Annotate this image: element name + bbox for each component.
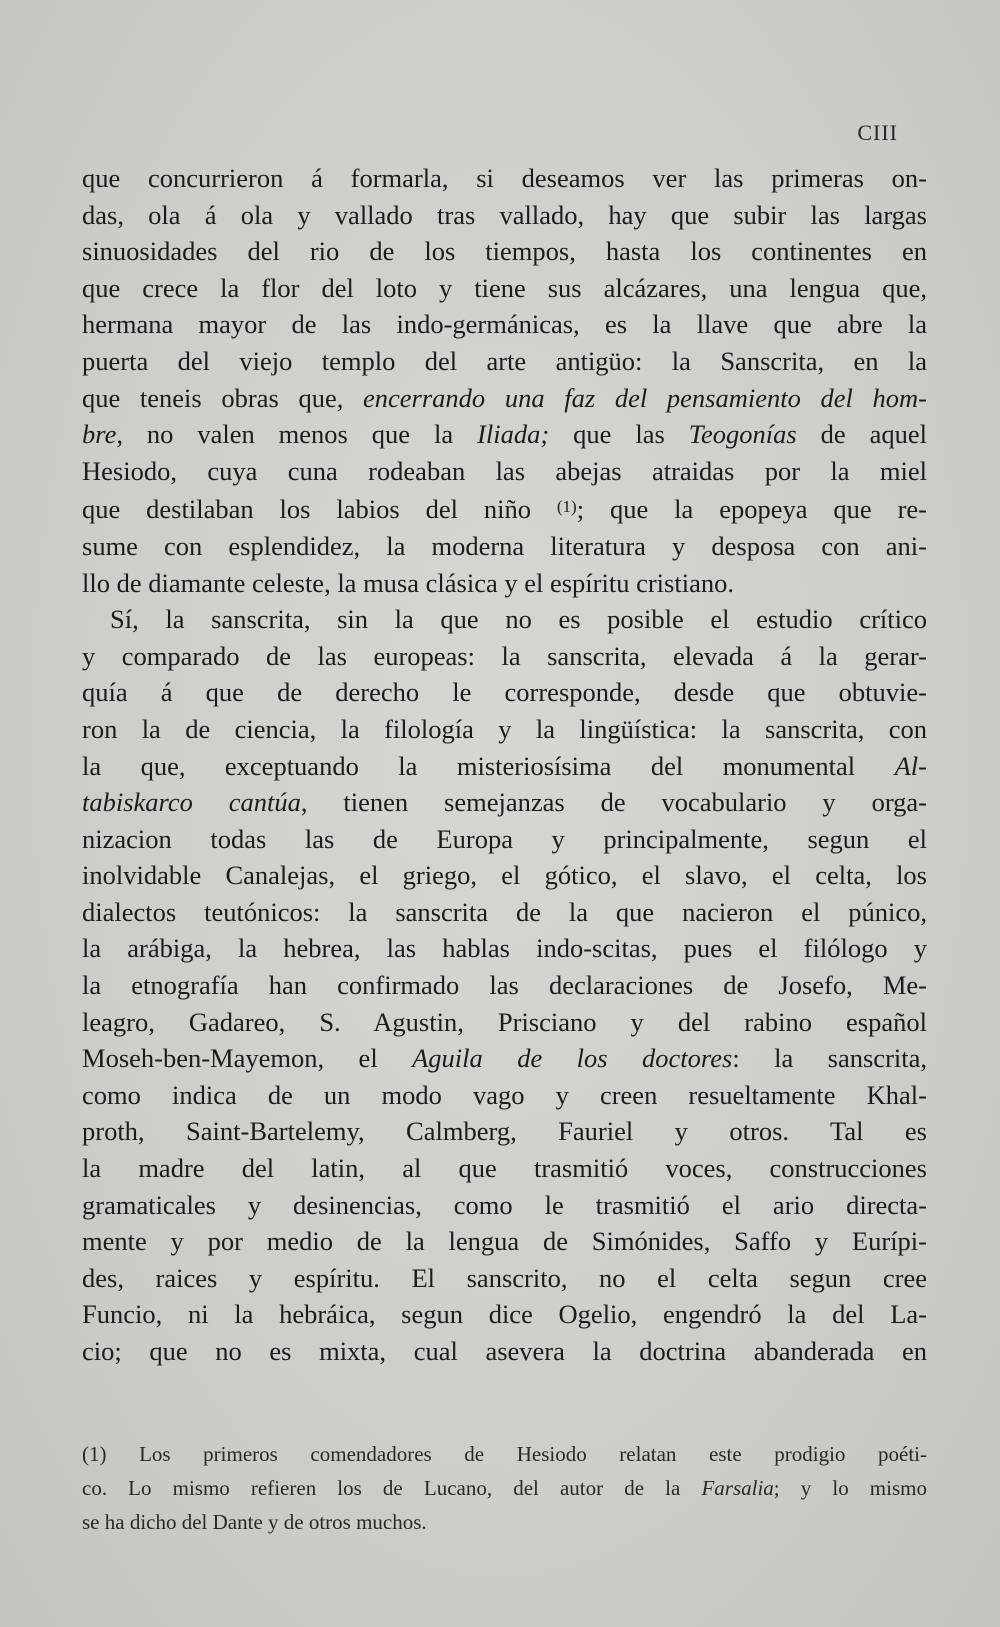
text-segment: y comparado de las europeas: la sanscrita, elevada á la gerar- — [82, 640, 927, 671]
footnote — [82, 1437, 927, 1539]
text-segment: sinuosidades del rio de los tiempos, hasta los continentes en — [82, 236, 927, 267]
italic-text: Aguila de los doctores — [412, 1043, 733, 1074]
footnote-line — [82, 1437, 927, 1471]
text-segment: : la sanscrita, — [732, 1043, 927, 1074]
text-segment: leagro, Gadareo, S. Agustin, Prisciano y del rabino español — [82, 1006, 927, 1037]
text-segment: mente y por medio de la lengua de Simónides, Saffo y Eurípi- — [82, 1226, 927, 1257]
text-segment: ; y lo mismo — [773, 1476, 927, 1500]
text-segment: inolvidable Canalejas, el griego, el gótico, el slavo, el celta, los — [82, 860, 927, 891]
text-segment: que las — [549, 419, 689, 450]
text-line — [82, 711, 927, 748]
text-line — [82, 930, 927, 967]
text-segment: cio; que no es mixta, cual asevera la doctrina abanderada en — [82, 1336, 927, 1366]
text-segment: dialectos teutónicos: la sanscrita de la que nacieron el púnico, — [82, 896, 927, 927]
text-line — [82, 1187, 927, 1224]
text-line — [82, 1040, 927, 1077]
text-line — [82, 638, 927, 675]
text-line — [82, 784, 927, 821]
text-line — [82, 453, 927, 490]
footnote-line — [82, 1471, 927, 1505]
text-segment: llo de diamante celeste, la musa clásica y el espíritu cristiano. — [82, 567, 734, 598]
text-segment: la etnografía han confirmado las declaraciones de Josefo, Me- — [82, 970, 927, 1001]
text-line — [82, 1296, 927, 1333]
text-segment: nizacion todas las de Europa y principalmente, segun el — [82, 823, 927, 854]
text-line — [82, 565, 927, 602]
text-line — [82, 1004, 927, 1041]
text-line — [82, 1260, 927, 1297]
italic-text: Al- — [894, 750, 927, 781]
text-line — [82, 1150, 927, 1187]
text-segment: , tienen semejanzas de vocabulario y orga- — [300, 787, 927, 818]
text-line — [82, 894, 927, 931]
text-segment: de aquel — [796, 419, 927, 450]
italic-text: Teogonías — [688, 419, 797, 450]
page-number: CIII — [857, 120, 898, 145]
text-line — [82, 306, 927, 343]
text-line — [82, 416, 927, 453]
text-segment: Moseh-ben-Mayemon, el — [82, 1043, 413, 1074]
text-segment: que teneis obras que, — [82, 382, 364, 413]
text-segment: Sí, la sanscrita, sin la que no es posible el estudio crítico — [110, 604, 927, 635]
text-line — [82, 857, 927, 894]
text-segment: Funcio, ni la hebráica, segun dice Ogelio, engendró la del La- — [82, 1299, 927, 1330]
text-line — [82, 674, 927, 711]
text-segment: que concurrieron á formarla, si deseamos ver las primeras on- — [82, 163, 927, 193]
text-line — [82, 1223, 927, 1260]
text-segment: se ha dicho del Dante y de otros muchos. — [82, 1510, 427, 1534]
text-line — [82, 489, 927, 528]
text-line — [82, 343, 927, 380]
text-segment: Hesiodo, cuya cuna rodeaban las abejas atraidas por la miel — [82, 455, 927, 486]
text-segment: gramaticales y desinencias, como le trasmitió el ario directa- — [82, 1189, 927, 1220]
text-segment: que crece la flor del loto y tiene sus alcázares, una lengua que, — [82, 272, 927, 303]
text-line — [82, 1113, 927, 1150]
text-segment: la madre del latin, al que trasmitió voces, construcciones — [82, 1153, 927, 1184]
body-text — [82, 160, 927, 1370]
text-segment: ron la de ciencia, la filología y la lingüística: la sanscrita, con — [82, 713, 927, 744]
text-line — [82, 160, 927, 197]
text-line — [82, 748, 927, 785]
text-line — [82, 821, 927, 858]
text-line — [82, 197, 927, 234]
text-segment: la arábiga, la hebrea, las hablas indo-scitas, pues el filólogo y — [82, 933, 927, 964]
text-line — [82, 967, 927, 1004]
text-segment: quía á que de derecho le corresponde, desde que obtuvie- — [82, 677, 927, 708]
text-segment: hermana mayor de las indo-germánicas, es la llave que abre la — [82, 309, 927, 340]
italic-text: bre — [82, 419, 117, 450]
text-segment: (1) Los primeros comendadores de Hesiodo relatan este prodigio poéti- — [82, 1442, 927, 1466]
italic-text: Farsalia — [701, 1476, 774, 1500]
text-line — [82, 233, 927, 270]
text-segment: co. Lo mismo refieren los de Lucano, del autor de la — [82, 1476, 702, 1500]
italic-text: tabiskarco cantúa — [82, 787, 301, 818]
text-line — [82, 1333, 927, 1370]
text-segment: ; que la epopeya que re- — [576, 494, 927, 525]
text-segment: , no valen menos que la — [116, 419, 478, 450]
text-line — [82, 601, 927, 638]
text-line — [82, 270, 927, 307]
text-segment: proth, Saint-Bartelemy, Calmberg, Fauriel y otros. Tal es — [82, 1116, 927, 1147]
text-line — [82, 1077, 927, 1114]
footnote-line — [82, 1505, 927, 1539]
text-segment: puerta del viejo templo del arte antigüo: la Sanscrita, en la — [82, 345, 927, 376]
text-segment: sume con esplendidez, la moderna literatura y desposa con ani- — [82, 530, 927, 561]
text-segment: das, ola á ola y vallado tras vallado, hay que subir las largas — [82, 199, 927, 230]
text-line — [82, 380, 927, 417]
text-segment: des, raices y espíritu. El sanscrito, no el celta segun cree — [82, 1262, 927, 1293]
text-segment: que destilaban los labios del niño — [82, 494, 557, 525]
italic-text: Iliada; — [477, 419, 550, 450]
text-segment: como indica de un modo vago y creen resueltamente Khal- — [82, 1079, 927, 1110]
text-segment: la que, exceptuando la misteriosísima del monumental — [82, 750, 895, 781]
footnote-reference[interactable]: (1) — [556, 497, 577, 517]
text-line — [82, 528, 927, 565]
italic-text: encerrando una faz del pensamiento del hom- — [363, 382, 927, 413]
